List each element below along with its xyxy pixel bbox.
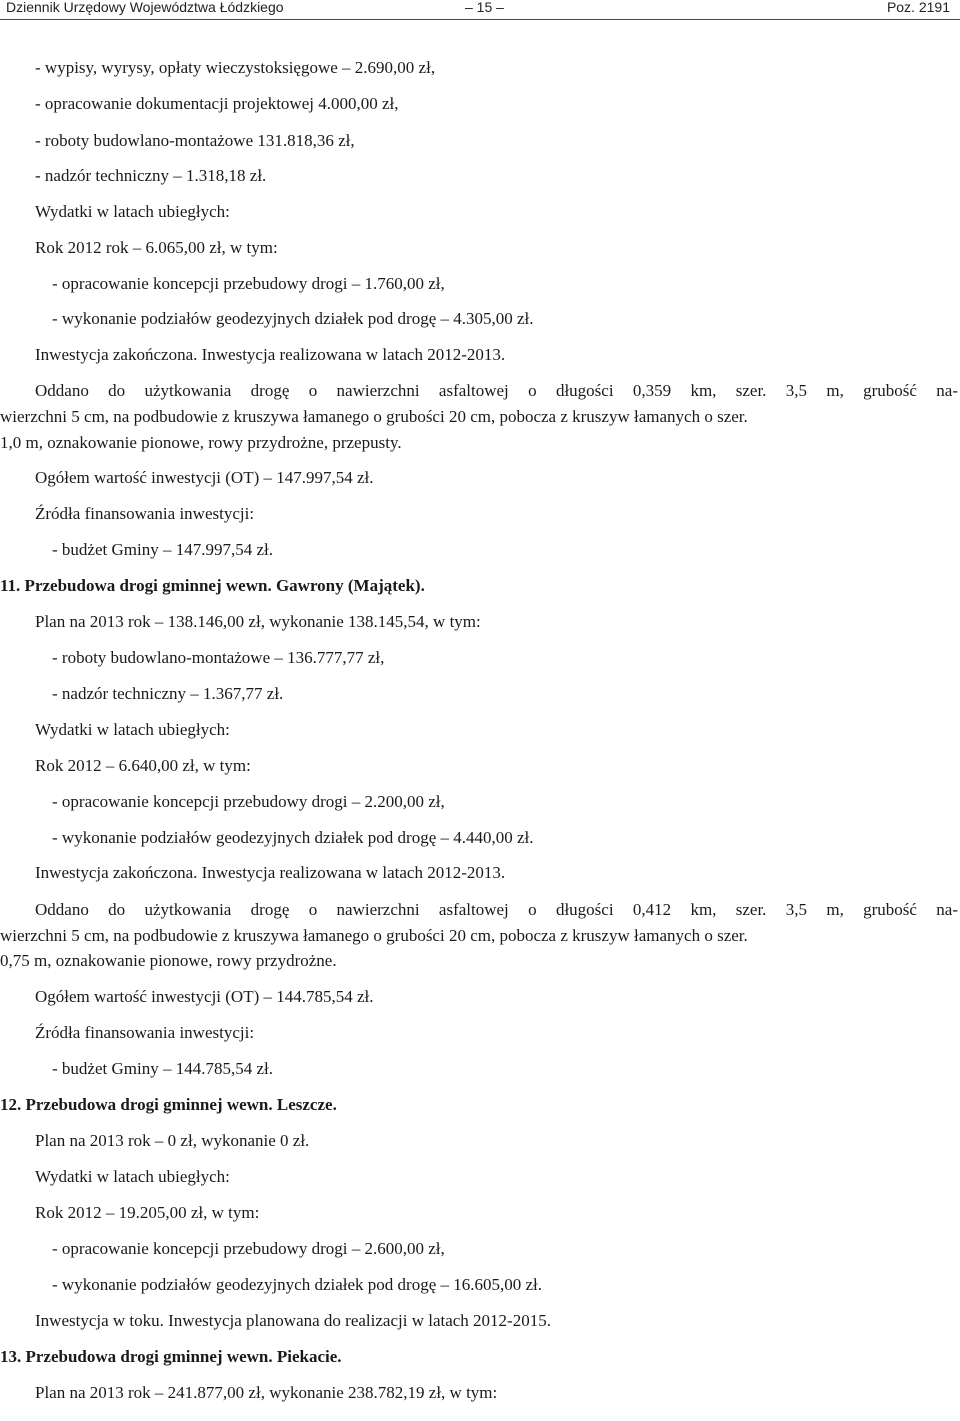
text-line: 0,75 m, oznakowanie pionowe, rowy przydrożne. — [0, 951, 337, 970]
text-line: Oddano do użytkowania drogę o nawierzchni asfaltowej o długości 0,412 km, szer. 3,5 m, grubość na- — [35, 900, 958, 919]
text-line: Oddano do użytkowania drogę o nawierzchni asfaltowej o długości 0,359 km, szer. 3,5 m, grubość na- — [35, 381, 958, 400]
text-line: Rok 2012 rok – 6.065,00 zł, w tym: — [35, 238, 278, 257]
text-line: Inwestycja zakończona. Inwestycja realizowana w latach 2012-2013. — [35, 863, 506, 882]
text-line: Inwestycja zakończona. Inwestycja realizowana w latach 2012-2013. — [35, 345, 506, 364]
text-line: - wykonanie podziałów geodezyjnych działek pod drogę – 4.440,00 zł. — [52, 828, 534, 847]
text-line: Rok 2012 – 6.640,00 zł, w tym: — [35, 756, 251, 775]
text-line: - opracowanie koncepcji przebudowy drogi – 2.200,00 zł, — [52, 792, 445, 811]
header-divider — [0, 19, 960, 20]
text-line: 1,0 m, oznakowanie pionowe, rowy przydrożne, przepusty. — [0, 433, 402, 452]
journal-title: Dziennik Urzędowy Województwa Łódzkiego — [6, 0, 284, 15]
position-number: Poz. 2191 — [886, 0, 950, 15]
text-line: - opracowanie koncepcji przebudowy drogi – 2.600,00 zł, — [52, 1239, 445, 1258]
section-heading: 12. Przebudowa drogi gminnej wewn. Leszcze. — [0, 1095, 337, 1114]
section-heading: 13. Przebudowa drogi gminnej wewn. Piekacie. — [0, 1347, 342, 1366]
text-line: Plan na 2013 rok – 241.877,00 zł, wykonanie 238.782,19 zł, w tym: — [35, 1383, 498, 1402]
text-line: Inwestycja w toku. Inwestycja planowana do realizacji w latach 2012-2015. — [35, 1311, 551, 1330]
text-line: Źródła finansowania inwestycji: — [35, 1023, 255, 1042]
text-line: wierzchni 5 cm, na podbudowie z kruszywa łamanego o grubości 20 cm, pobocza z kruszyw łamanych o szer. — [0, 407, 748, 426]
section-heading: 11. Przebudowa drogi gminnej wewn. Gawrony (Majątek). — [0, 576, 425, 595]
text-line: Wydatki w latach ubiegłych: — [35, 202, 230, 221]
page-header — [0, 0, 960, 18]
text-line: Źródła finansowania inwestycji: — [35, 504, 255, 523]
text-line: - budżet Gminy – 144.785,54 zł. — [52, 1059, 273, 1078]
text-line: - wykonanie podziałów geodezyjnych działek pod drogę – 16.605,00 zł. — [52, 1275, 543, 1294]
text-line: - opracowanie koncepcji przebudowy drogi – 1.760,00 zł, — [52, 274, 445, 293]
page-number: – 15 – — [465, 0, 504, 15]
text-line: wierzchni 5 cm, na podbudowie z kruszywa łamanego o grubości 20 cm, pobocza z kruszyw łamanych o szer. — [0, 926, 748, 945]
text-line: - opracowanie dokumentacji projektowej 4.000,00 zł, — [35, 94, 399, 113]
text-line: Plan na 2013 rok – 138.146,00 zł, wykonanie 138.145,54, w tym: — [35, 612, 481, 631]
text-line: - nadzór techniczny – 1.318,18 zł. — [35, 166, 267, 185]
text-line: Ogółem wartość inwestycji (OT) – 144.785,54 zł. — [35, 987, 374, 1006]
text-line: Plan na 2013 rok – 0 zł, wykonanie 0 zł. — [35, 1131, 310, 1150]
text-line: - roboty budowlano-montażowe 131.818,36 zł, — [35, 131, 355, 150]
text-line: - wypisy, wyrysy, opłaty wieczystoksięgowe – 2.690,00 zł, — [35, 58, 436, 77]
text-line: Rok 2012 – 19.205,00 zł, w tym: — [35, 1203, 260, 1222]
text-line: - wykonanie podziałów geodezyjnych działek pod drogę – 4.305,00 zł. — [52, 309, 534, 328]
text-line: Ogółem wartość inwestycji (OT) – 147.997,54 zł. — [35, 468, 374, 487]
text-line: Wydatki w latach ubiegłych: — [35, 1167, 230, 1186]
text-line: - roboty budowlano-montażowe – 136.777,77 zł, — [52, 648, 385, 667]
text-line: - budżet Gminy – 147.997,54 zł. — [52, 540, 273, 559]
text-line: - nadzór techniczny – 1.367,77 zł. — [52, 684, 284, 703]
text-line: Wydatki w latach ubiegłych: — [35, 720, 230, 739]
